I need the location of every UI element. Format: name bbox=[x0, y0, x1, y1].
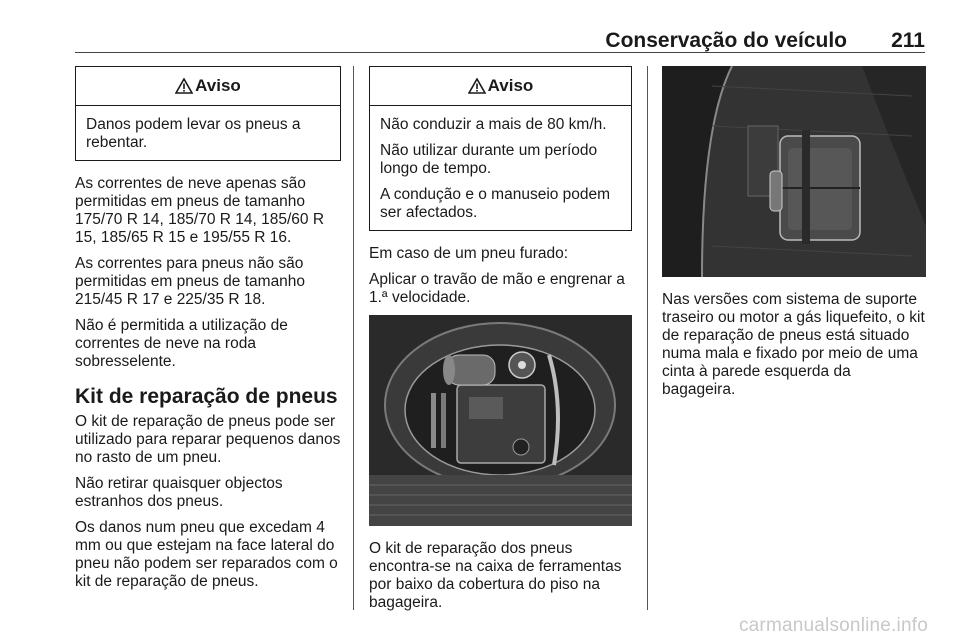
paragraph: Aplicar o travão de mão e engrenar a 1.ª velocidade. bbox=[369, 271, 625, 306]
warning-header bbox=[370, 67, 631, 106]
paragraph: Os danos num pneu que excedam 4 mm ou que estejam na face lateral do pneu não podem ser reparados com o kit de reparação de pneus. bbox=[75, 519, 338, 590]
warning-heading: Aviso bbox=[195, 76, 241, 95]
tyre-repair-kit-photo bbox=[369, 315, 632, 526]
column-2 bbox=[369, 66, 632, 620]
paragraph: Em caso de um pneu furado: bbox=[369, 245, 569, 262]
warning-triangle-icon bbox=[468, 78, 486, 94]
warning-text: Danos podem levar os pneus a rebentar. bbox=[86, 116, 301, 151]
warning-box bbox=[369, 66, 632, 231]
column-divider bbox=[353, 66, 354, 610]
photo-caption: O kit de reparação dos pneus encontra-se na caixa de ferramentas por baixo da cobertura do piso na bagageira. bbox=[369, 540, 622, 611]
warning-triangle-icon bbox=[175, 78, 193, 94]
column-divider bbox=[647, 66, 648, 610]
warning-line: A condução e o manuseio podem ser afectados. bbox=[380, 186, 611, 221]
paragraph: As correntes para pneus não são permitidas em pneus de tamanho 215/45 R 17 e 225/35 R 18. bbox=[75, 255, 306, 308]
photo-caption: Nas versões com sistema de suporte traseiro ou motor a gás liquefeito, o kit de reparação de pneus está situado numa mala e fixado por meio de uma cinta à parede esquerda da bagageira. bbox=[662, 291, 925, 398]
page-title: Conservação do veículo bbox=[605, 29, 847, 52]
paragraph: As correntes de neve apenas são permitidas em pneus de tamanho 175/70 R 14, 185/70 R 14, 185/60 R 15, 185/65 R 15 e 195/55 R 16. bbox=[75, 175, 325, 246]
page-header bbox=[75, 26, 925, 53]
section-heading: Kit de reparação de pneus bbox=[75, 385, 338, 408]
luggage-case-photo bbox=[662, 66, 926, 277]
column-3 bbox=[662, 66, 926, 407]
column-1 bbox=[75, 66, 341, 599]
warning-line: Não utilizar durante um período longo de tempo. bbox=[380, 142, 598, 177]
warning-header bbox=[76, 67, 340, 106]
page-number: 211 bbox=[891, 29, 925, 52]
warning-box bbox=[75, 66, 341, 161]
warning-heading: Aviso bbox=[487, 76, 534, 95]
warning-line: Não conduzir a mais de 80 km/h. bbox=[380, 116, 607, 133]
watermark: carmanualsonline.info bbox=[738, 615, 928, 636]
paragraph: Não é permitida a utilização de correntes de neve na roda sobresselente. bbox=[75, 317, 288, 370]
paragraph: Não retirar quaisquer objectos estranhos dos pneus. bbox=[75, 475, 283, 510]
paragraph: O kit de reparação de pneus pode ser utilizado para reparar pequenos danos no rasto de um pneu. bbox=[75, 413, 341, 466]
